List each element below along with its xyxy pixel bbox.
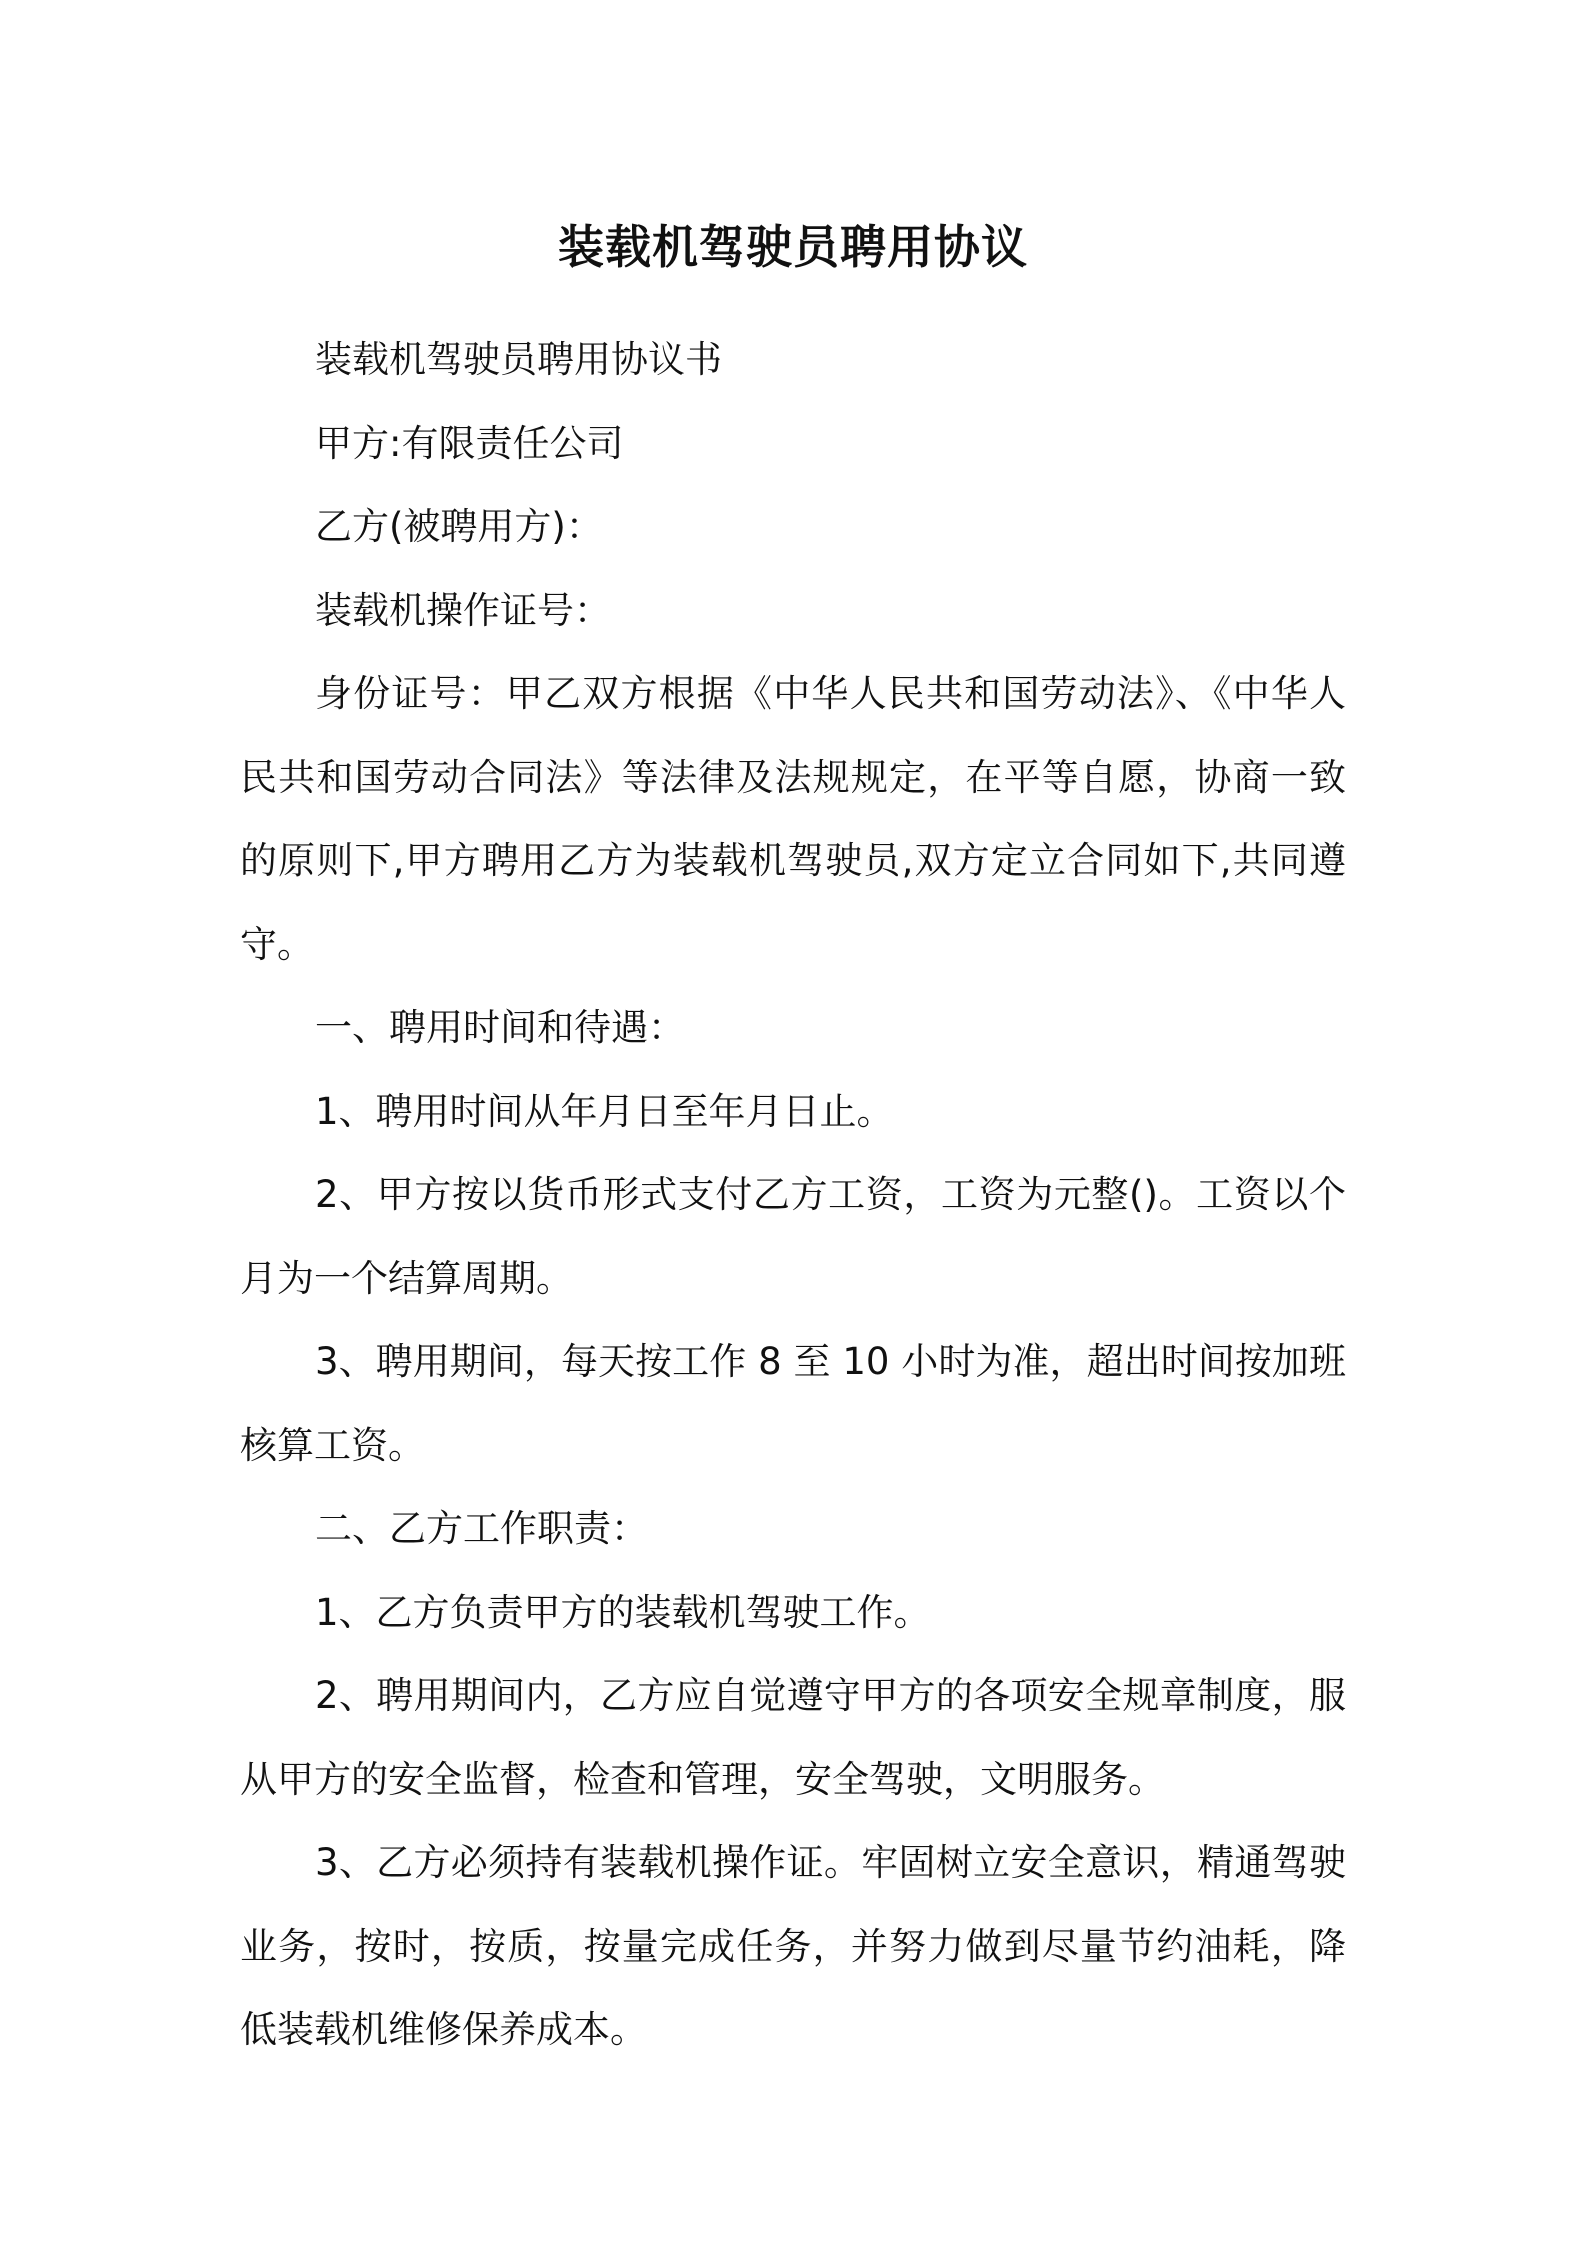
paragraph-duty-1: 1、乙方负责甲方的装载机驾驶工作。 [315,1590,931,1634]
paragraph-term-1: 1、聘用时间从年月日至年月日止。 [315,1089,894,1133]
paragraph-party-b: 乙方(被聘用方)： [315,505,603,548]
section-heading-duties: 二、乙方工作职责： [315,1507,648,1550]
paragraph-id-preamble: 身份证号：甲乙双方根据《中华人民共和国劳动法》、《中华人民共和国劳动合同法》等法律及法规规定，在平等自愿，协商一致的原则下,甲方聘用乙方为装载机驾驶员,双方定立合同如下,共同遵守。 [240,672,1346,966]
paragraph-subtitle: 装载机驾驶员聘用协议书 [315,338,722,381]
section-heading-term: 一、聘用时间和待遇： [315,1006,685,1049]
paragraph-term-2: 2、甲方按以货币形式支付乙方工资，工资为元整()。工资以个月为一个结算周期。 [240,1173,1346,1300]
paragraph-party-a: 甲方:有限责任公司 [315,421,624,465]
paragraph-duty-3: 3、乙方必须持有装载机操作证。牢固树立安全意识，精通驾驶业务，按时，按质，按量完成任务，并努力做到尽量节约油耗，降低装载机维修保养成本。 [240,1841,1346,2051]
document-title: 装载机驾驶员聘用协议 [558,220,1028,274]
paragraph-term-3: 3、聘用期间，每天按工作 8 至 10 小时为准，超出时间按加班核算工资。 [240,1340,1346,1467]
document-body [240,318,1346,2072]
paragraph-duty-2: 2、聘用期间内，乙方应自觉遵守甲方的各项安全规章制度，服从甲方的安全监督，检查和管理，安全驾驶，文明服务。 [240,1674,1346,1801]
paragraph-operator-license: 装载机操作证号： [315,588,611,632]
